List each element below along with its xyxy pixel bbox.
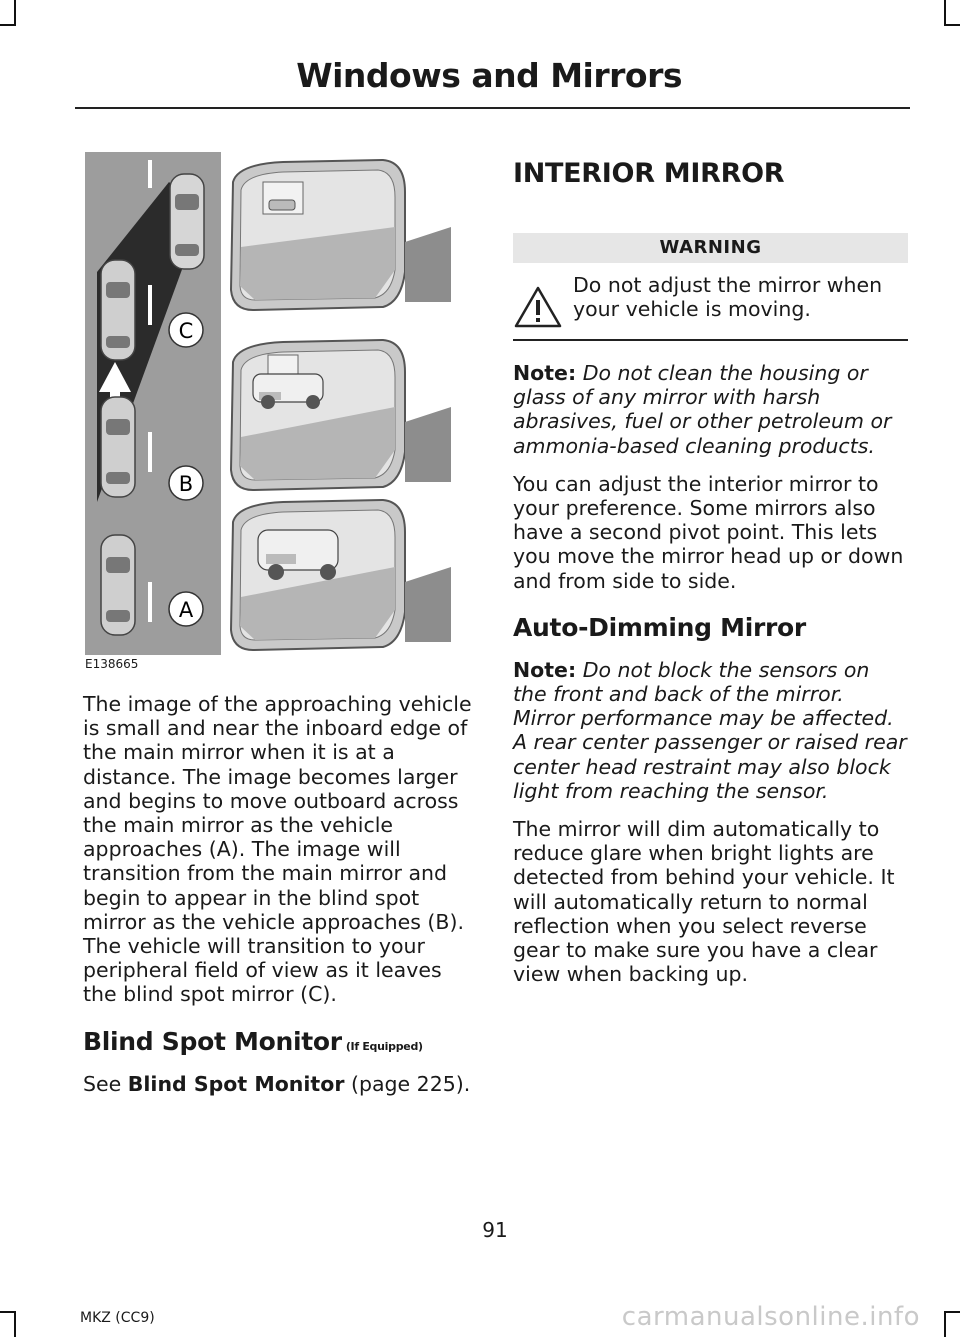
interior-mirror-heading: INTERIOR MIRROR bbox=[513, 158, 785, 189]
see-suffix: (page 225). bbox=[350, 1071, 471, 1096]
title-rule bbox=[75, 107, 910, 109]
warning-body bbox=[513, 263, 908, 329]
warning-triangle-icon bbox=[513, 285, 563, 329]
crop-mark bbox=[14, 0, 16, 26]
car-c bbox=[101, 260, 135, 360]
note-label: Note: bbox=[513, 361, 577, 385]
warning-rule bbox=[513, 339, 908, 341]
bsm-qualifier: (If Equipped) bbox=[345, 1039, 423, 1053]
mirror-view-a bbox=[231, 500, 451, 650]
note-text: Do not clean the housing or glass of any mirror with harsh abrasives, fuel or other petroleum or ammonia-based cleaning products. bbox=[513, 361, 892, 458]
right-column bbox=[513, 152, 908, 986]
blind-spot-figure bbox=[83, 152, 451, 677]
marker-c-label: C bbox=[178, 319, 194, 343]
dimming-paragraph: The mirror will dim automatically to reduce glare when bright lights are detected from behind your vehicle. It will automatically return to normal reflection when you select reverse gear to make sure you have a clear view when backing up. bbox=[513, 817, 895, 987]
note-sensors bbox=[513, 658, 908, 803]
note-text: Do not block the sensors on the front and back of the mirror. Mirror performance may be affected. A rear center passenger or raised rear center head restraint may also block light from reaching the sensor. bbox=[513, 657, 907, 803]
figure-code: E138665 bbox=[85, 657, 139, 671]
bsm-heading-text: Blind Spot Monitor bbox=[83, 1026, 342, 1056]
page-title: Windows and Mirrors bbox=[296, 56, 682, 95]
mirror-view-c bbox=[231, 160, 451, 310]
crop-mark bbox=[0, 1311, 16, 1313]
footer-code: MKZ (CC9) bbox=[80, 1310, 155, 1326]
watermark: carmanualsonline.info bbox=[621, 1302, 920, 1332]
bsm-heading bbox=[83, 1027, 478, 1056]
mirror-view-b bbox=[231, 340, 451, 490]
marker-c bbox=[169, 313, 203, 347]
car-lead bbox=[170, 174, 204, 269]
marker-a bbox=[169, 592, 203, 626]
crop-mark bbox=[944, 0, 946, 26]
marker-b-label: B bbox=[178, 472, 194, 496]
warning-bar: WARNING bbox=[513, 233, 908, 263]
marker-a-label: A bbox=[178, 598, 194, 622]
note-label: Note: bbox=[513, 657, 577, 682]
marker-b bbox=[169, 466, 203, 500]
crop-mark bbox=[0, 24, 16, 26]
crop-mark bbox=[944, 1311, 960, 1313]
blind-spot-illustration bbox=[83, 152, 451, 677]
warning-text: Do not adjust the mirror when your vehicle is moving. bbox=[573, 273, 883, 322]
crop-mark bbox=[944, 1311, 946, 1337]
car-b bbox=[101, 397, 135, 497]
note-cleaning bbox=[513, 361, 908, 458]
page-number: 91 bbox=[482, 1218, 508, 1242]
bsm-link[interactable]: Blind Spot Monitor bbox=[127, 1071, 345, 1096]
adjust-paragraph: You can adjust the interior mirror to your preference. Some mirrors also have a second pivot point. This lets you move the mirror head up or down and from side to side. bbox=[513, 471, 904, 593]
left-column bbox=[83, 152, 478, 1096]
auto-dimming-heading: Auto-Dimming Mirror bbox=[513, 612, 806, 642]
crop-mark bbox=[944, 24, 960, 26]
mirror-behavior-paragraph: The image of the approaching vehicle is small and near the inboard edge of the main mirror when it is at a distance. The image becomes larger and begins to move outboard across the main mirror as the vehicle approaches (A). The image will transition from the main mirror and begin to appear in the blind spot mirror as the vehicle approaches (B). The vehicle will transition to your peripheral field of view as it leaves the blind spot mirror (C). bbox=[83, 692, 472, 1007]
bsm-reference bbox=[83, 1072, 478, 1096]
see-prefix: See bbox=[83, 1071, 122, 1096]
crop-mark bbox=[14, 1311, 16, 1337]
car-a bbox=[101, 535, 135, 635]
